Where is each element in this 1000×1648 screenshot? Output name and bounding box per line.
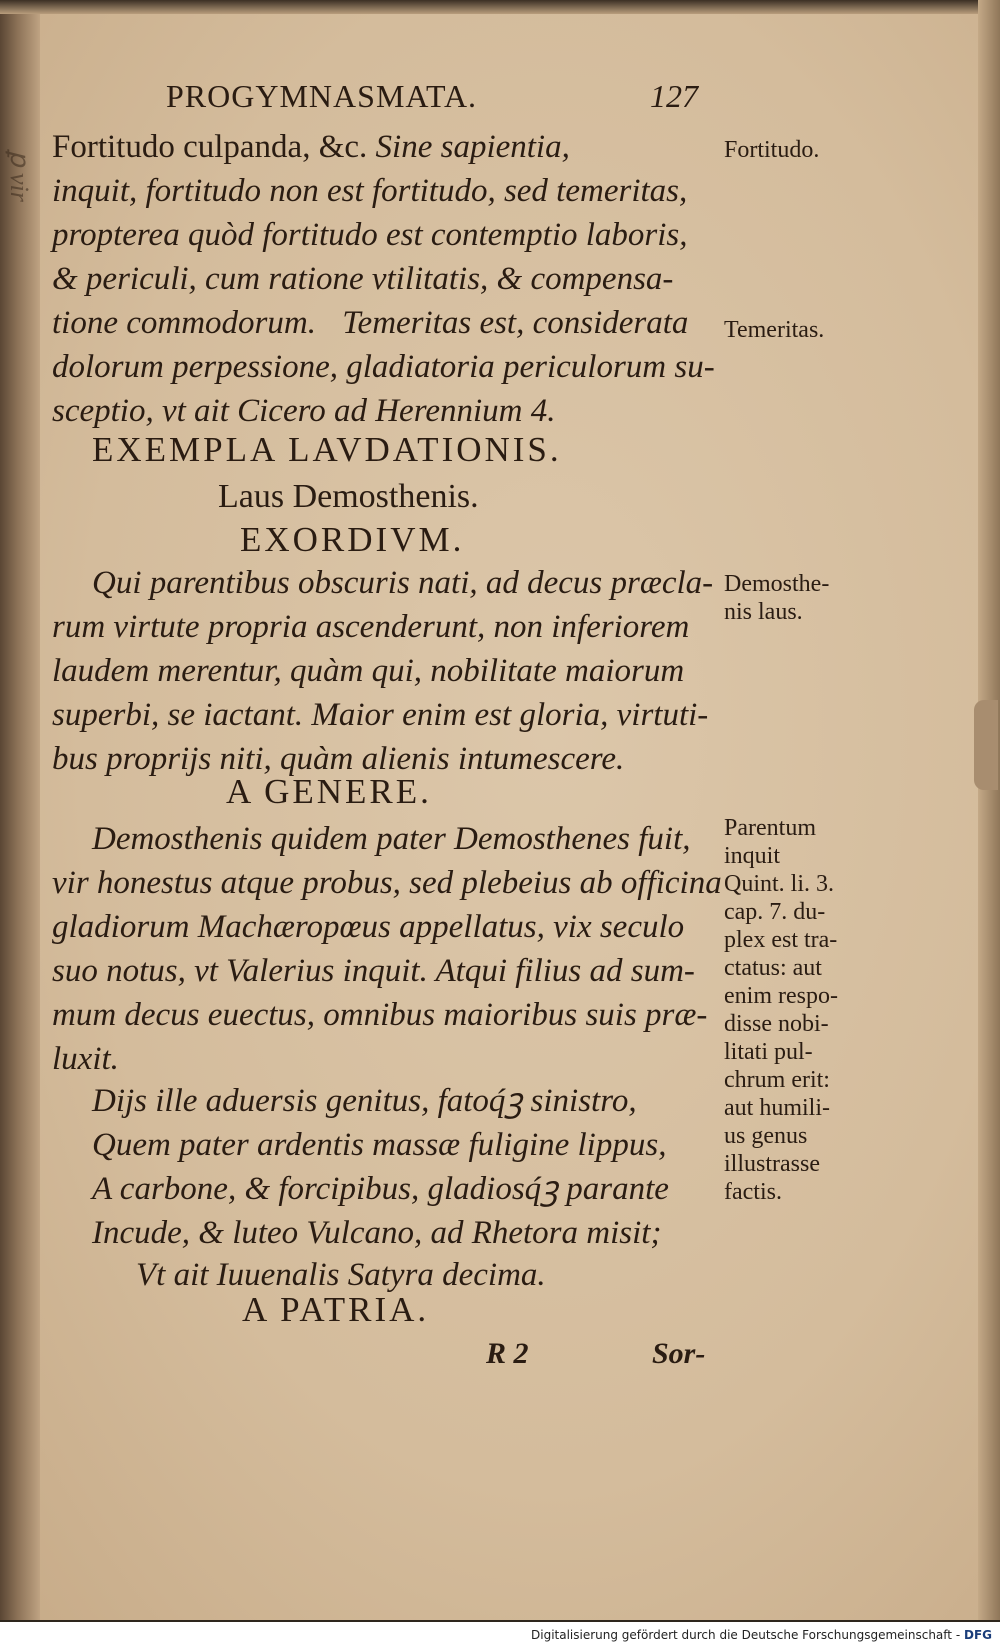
verse-line: Incude, & luteo Vulcano, ad Rhetora misit;: [92, 1215, 662, 1251]
margin-note: Temeritas.: [724, 317, 825, 343]
page-tab: [974, 700, 998, 790]
facing-page-edge: [0, 0, 40, 1620]
margin-note-line: factis.: [724, 1179, 782, 1205]
section-heading: A GENERE.: [226, 772, 432, 811]
verse-line: Quem pater ardentis massæ fuligine lippus,: [92, 1127, 667, 1163]
margin-note-line: Demosthe-: [724, 571, 830, 597]
body-line: [52, 126, 570, 168]
margin-note-line: plex est tra-: [724, 927, 838, 953]
section-heading: EXORDIVM.: [240, 520, 465, 559]
body-line: sceptio, vt ait Cicero ad Herennium 4.: [52, 393, 556, 429]
body-line: luxit.: [52, 1041, 119, 1077]
body-line: propterea quòd fortitudo est contemptio laboris,: [52, 217, 688, 253]
body-line: vir honestus atque probus, sed plebeius ab officina: [52, 865, 722, 901]
margin-note-line: illustrasse: [724, 1151, 820, 1177]
margin-note-line: disse nobi-: [724, 1011, 829, 1037]
margin-note-line: aut humili-: [724, 1095, 830, 1121]
body-line: & periculi, cum ratione vtilitatis, & compensa-: [52, 261, 674, 297]
page-right-edge: [978, 0, 1000, 1620]
margin-note-line: cap. 7. du-: [724, 899, 826, 925]
body-line-italic: Sine sapientia,: [375, 129, 570, 165]
section-heading: A PATRIA.: [242, 1290, 430, 1329]
verse-attribution: Vt ait Iuuenalis Satyra decima.: [136, 1257, 546, 1293]
body-line: bus proprijs niti, quàm alienis intumescere.: [52, 741, 625, 777]
margin-note-line: nis laus.: [724, 599, 803, 625]
body-line: dolorum perpessione, gladiatoria periculorum su-: [52, 349, 715, 385]
margin-note-line: ctatus: aut: [724, 955, 822, 981]
body-line-roman: Fortitudo culpanda, &c.: [52, 129, 368, 165]
margin-note: [724, 814, 838, 1206]
margin-note-line: chrum erit:: [724, 1067, 830, 1093]
body-line-part: Temeritas est, considerata: [342, 305, 689, 341]
facing-page-bleed: ꝑ vir: [5, 150, 34, 202]
margin-note-line: litati pul-: [724, 1039, 813, 1065]
page-number: 127: [650, 78, 698, 114]
margin-note: [724, 570, 829, 626]
body-line: inquit, fortitudo non est fortitudo, sed temeritas,: [52, 173, 688, 209]
margin-note-line: Parentum: [724, 815, 816, 841]
margin-note-line: Quint. li. 3.: [724, 871, 835, 897]
signature-mark: R 2: [486, 1337, 529, 1370]
verse-line: A carbone, & forcipibus, gladiosq́ꝫ parante: [92, 1171, 669, 1207]
page-top-edge: [0, 0, 1000, 14]
body-line: Demosthenis quidem pater Demosthenes fuit,: [92, 821, 691, 857]
margin-note-line: enim respo-: [724, 983, 838, 1009]
running-header: PROGYMNASMATA.: [166, 78, 478, 114]
verse-line: Dijs ille aduersis genitus, fatoq́ꝫ sinistro,: [92, 1083, 637, 1119]
attribution-text: Digitalisierung gefördert durch die Deutsche Forschungsgemeinschaft -: [531, 1628, 961, 1642]
margin-note: Fortitudo.: [724, 137, 820, 163]
attribution-bar: [0, 1622, 1000, 1648]
section-heading: EXEMPLA LAVDATIONIS.: [92, 430, 562, 469]
body-line: gladiorum Machæropœus appellatus, vix seculo: [52, 909, 685, 945]
body-line: laudem merentur, quàm qui, nobilitate maiorum: [52, 653, 685, 689]
body-line: mum decus euectus, omnibus maioribus suis præ-: [52, 997, 708, 1033]
margin-note-line: us genus: [724, 1123, 808, 1149]
body-line: superbi, se iactant. Maior enim est gloria, virtuti-: [52, 697, 709, 733]
body-line: suo notus, vt Valerius inquit. Atqui filius ad sum-: [52, 953, 695, 989]
margin-note-line: inquit: [724, 843, 781, 869]
dfg-logo: DFG: [963, 1628, 992, 1642]
body-line: Qui parentibus obscuris nati, ad decus præcla-: [92, 565, 714, 601]
body-line: rum virtute propria ascenderunt, non inferiorem: [52, 609, 690, 645]
section-subheading: Laus Demosthenis.: [218, 478, 479, 515]
catchword: Sor-: [652, 1337, 706, 1370]
body-line: [52, 302, 688, 344]
body-line-part: tione commodorum.: [52, 305, 316, 341]
